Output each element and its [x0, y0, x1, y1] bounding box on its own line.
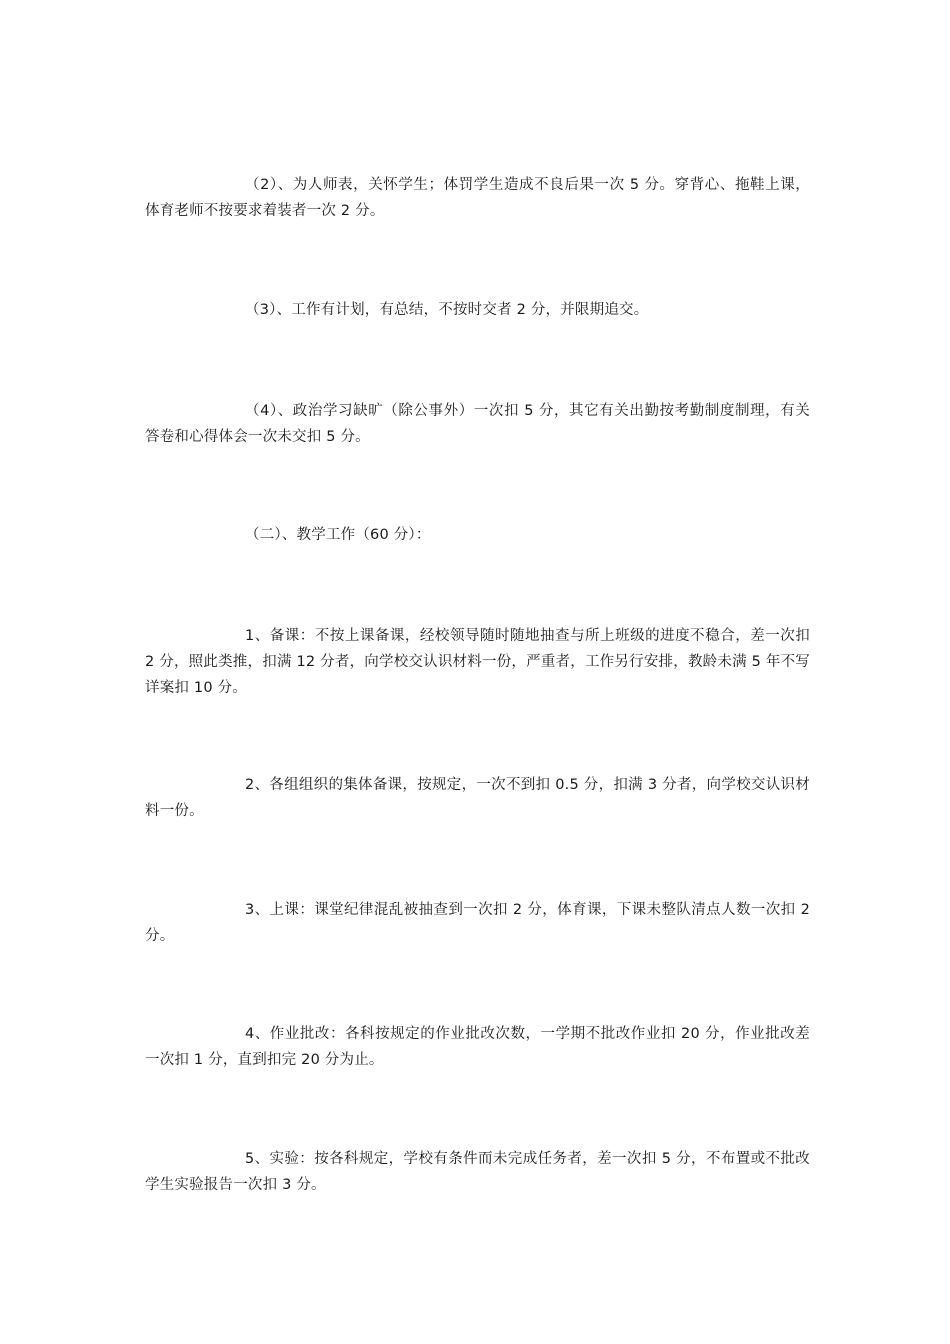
paragraph-2-teacher-conduct: （2）、为人师表，关怀学生；体罚学生造成不良后果一次 5 分。穿背心、拖鞋上课，体育老师不按要求着装者一次 2 分。 — [145, 177, 810, 219]
paragraph-3-class: 3、上课：课堂纪律混乱被抽查到一次扣 2 分，体育课，下课未整队清点人数一次扣 2 分。 — [145, 902, 810, 944]
paragraph-1-lesson-prep: 1、备课：不按上课备课，经校领导随时随地抽查与所上班级的进度不稳合，差一次扣 2 分，照此类推，扣满 12 分者，向学校交认识材料一份，严重者，工作另行安排，教龄未满 5 年不写详案扣 10 分。 — [145, 628, 810, 696]
paragraph-4-political-study: （4）、政治学习缺旷（除公事外）一次扣 5 分，其它有关出勤按考勤制度制理，有关答卷和心得体会一次未交扣 5 分。 — [145, 403, 810, 445]
section-heading-teaching-work: （二）、教学工作（60 分）： — [245, 527, 431, 543]
paragraph-3-work-plan: （3）、工作有计划，有总结，不按时交者 2 分，并限期追交。 — [245, 302, 649, 318]
paragraph-2-group-prep: 2、各组组织的集体备课，按规定，一次不到扣 0.5 分，扣满 3 分者，向学校交认识材料一份。 — [145, 777, 810, 819]
paragraph-5-experiment: 5、实验：按各科规定，学校有条件而未完成任务者，差一次扣 5 分，不布置或不批改学生实验报告一次扣 3 分。 — [145, 1151, 810, 1193]
paragraph-4-homework: 4、作业批改：各科按规定的作业批改次数，一学期不批改作业扣 20 分，作业批改差一次扣 1 分，直到扣完 20 分为止。 — [145, 1026, 810, 1068]
